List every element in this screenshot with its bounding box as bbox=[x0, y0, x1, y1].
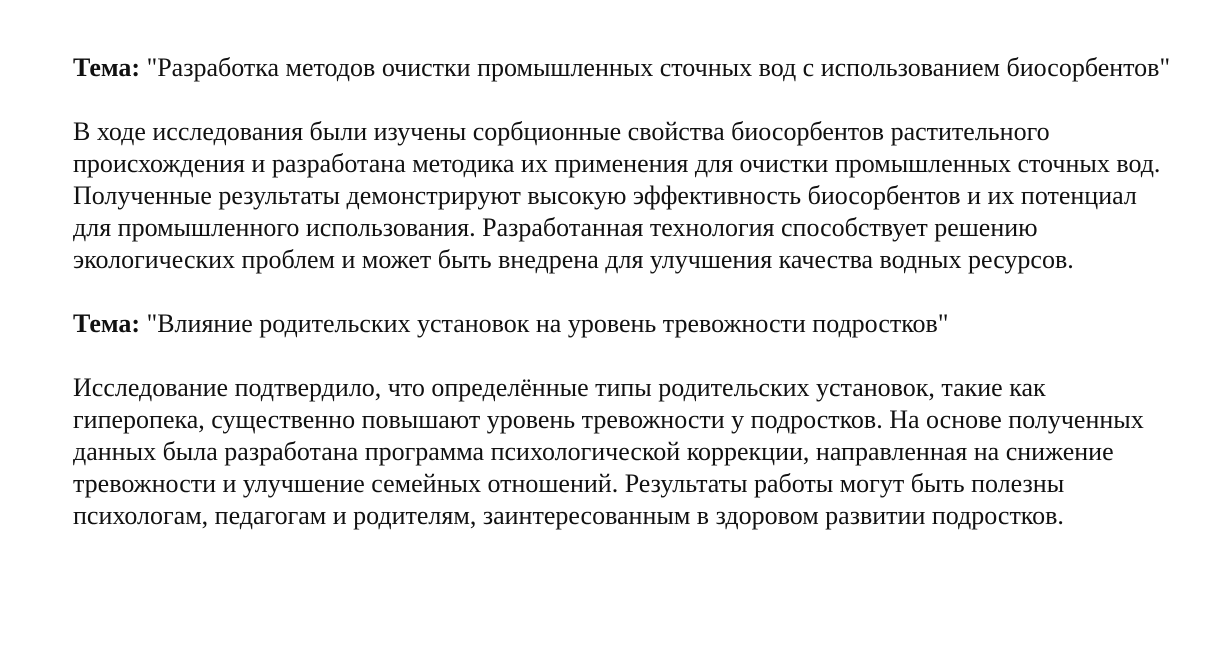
topic-title-2: "Влияние родительских установок на уровень тревожности подростков" bbox=[146, 309, 949, 338]
topic-label-2: Тема: bbox=[73, 309, 141, 338]
topic-title-1: "Разработка методов очистки промышленных сточных вод с использованием биосорбентов" bbox=[146, 53, 1171, 82]
topic-heading-1 bbox=[73, 52, 1173, 84]
topic-heading-2 bbox=[73, 308, 1173, 340]
document-body bbox=[73, 52, 1173, 564]
topic-summary-2: Исследование подтвердило, что определённые типы родительских установок, такие как гиперопека, существенно повышают уровень тревожности у подростков. На основе полученных данных была разработана программа психологической коррекции, направленная на снижение тревожности и улучшение семейных отношений. Результаты работы могут быть полезны психологам, педагогам и родителям, заинтересованным в здоровом развитии подростков. bbox=[73, 373, 1144, 530]
topic-label-1: Тема: bbox=[73, 53, 141, 82]
topic-summary-1: В ходе исследования были изучены сорбционные свойства биосорбентов растительного происхождения и разработана методика их применения для очистки промышленных сточных вод. Полученные результаты демонстрируют высокую эффективность биосорбентов и их потенциал для промышленного использования. Разработанная технология способствует решению экологических проблем и может быть внедрена для улучшения качества водных ресурсов. bbox=[73, 117, 1161, 274]
